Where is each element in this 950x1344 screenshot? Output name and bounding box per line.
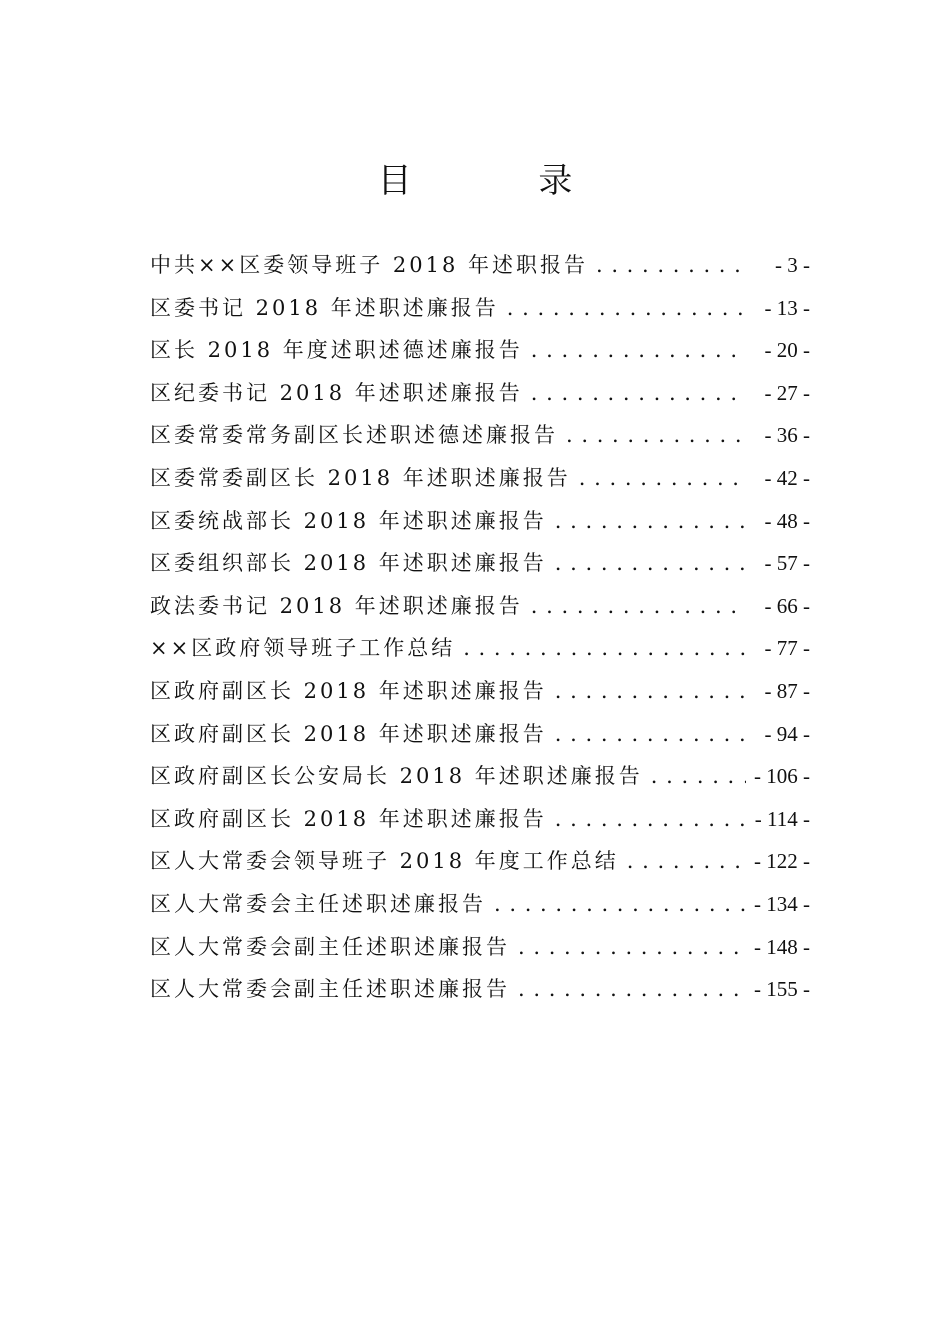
toc-entry-page: - 87 - [764,678,810,703]
toc-entry-title: 区长 2018 年度述职述德述廉报告 [150,338,523,363]
toc-entry-page: - 42 - [764,465,810,490]
dot-leader [531,372,746,415]
toc-entry[interactable] [150,798,810,841]
dot-leader [518,926,746,969]
toc-entry-page: - 48 - [764,508,810,533]
toc-entry[interactable] [150,542,810,585]
toc-entry-page: - 77 - [764,636,810,661]
dot-leader [555,713,746,756]
toc-entry-title: 区委书记 2018 年述职述廉报告 [150,295,499,320]
toc-entry-title: 区委统战部长 2018 年述职述廉报告 [150,508,547,533]
toc-entry-title: 区政府副区长 2018 年述职述廉报告 [150,806,547,831]
dot-leader [531,585,746,628]
dot-leader [555,500,746,543]
toc-entry[interactable] [150,500,810,543]
toc-entry-page: - 66 - [764,593,810,618]
dot-leader [555,670,746,713]
toc-entry-page: - 27 - [764,380,810,405]
toc-entry-title: 区委组织部长 2018 年述职述廉报告 [150,551,547,576]
toc-entry-title: 区委常委副区长 2018 年述职述廉报告 [150,465,571,490]
toc-entry-title: 政法委书记 2018 年述职述廉报告 [150,593,523,618]
toc-entry-title: 区委常委常务副区长述职述德述廉报告 [150,423,558,448]
toc-entry[interactable] [150,627,810,670]
toc-entry-title: 中共××区委领导班子 2018 年述职报告 [150,253,588,277]
toc-entry-title: 区政府副区长公安局长 2018 年述职述廉报告 [150,764,643,789]
toc-entry-page: - 155 - [754,977,810,1002]
toc-title: 目 录 [377,161,631,201]
toc-entry-page: - 57 - [764,551,810,576]
toc-entry-page: - 20 - [764,338,810,363]
dot-leader [531,329,746,372]
dot-leader [507,287,746,330]
toc-entry-page: - 114 - [754,806,810,831]
toc-entry-title: 区人大常委会副主任述职述廉报告 [150,934,510,959]
dot-leader [463,627,746,670]
toc-entry[interactable] [150,244,810,287]
toc-entry-page: - 134 - [754,891,810,916]
toc-entry[interactable] [150,287,810,330]
dot-leader [651,755,746,798]
dot-leader [566,414,746,457]
dot-leader [627,840,746,883]
toc-entry-page: - 3 - [775,253,810,277]
toc-list [150,244,810,1011]
toc-entry[interactable] [150,585,810,628]
toc-entry-page: - 13 - [764,295,810,320]
toc-entry-page: - 148 - [754,934,810,959]
toc-entry-title: 区人大常委会副主任述职述廉报告 [150,977,510,1002]
toc-entry[interactable] [150,840,810,883]
dot-leader [494,883,746,926]
toc-entry-title: 区人大常委会领导班子 2018 年度工作总结 [150,849,619,874]
toc-entry[interactable] [150,414,810,457]
toc-entry-title: 区政府副区长 2018 年述职述廉报告 [150,721,547,746]
toc-entry[interactable] [150,926,810,969]
toc-entry-title: ××区政府领导班子工作总结 [150,636,456,661]
toc-entry[interactable] [150,329,810,372]
dot-leader [555,798,746,841]
dot-leader [596,244,746,287]
toc-entry-page: - 122 - [754,849,810,874]
toc-entry-page: - 94 - [764,721,810,746]
toc-entry[interactable] [150,713,810,756]
toc-entry-page: - 106 - [754,764,810,789]
dot-leader [518,968,746,1011]
toc-entry[interactable] [150,883,810,926]
toc-entry[interactable] [150,968,810,1011]
dot-leader [579,457,746,500]
dot-leader [555,542,746,585]
toc-entry[interactable] [150,457,810,500]
toc-entry-title: 区政府副区长 2018 年述职述廉报告 [150,678,547,703]
toc-entry-title: 区纪委书记 2018 年述职述廉报告 [150,380,523,405]
toc-entry-page: - 36 - [764,423,810,448]
toc-entry[interactable] [150,755,810,798]
toc-entry-title: 区人大常委会主任述职述廉报告 [150,891,486,916]
toc-entry[interactable] [150,372,810,415]
toc-entry[interactable] [150,670,810,713]
